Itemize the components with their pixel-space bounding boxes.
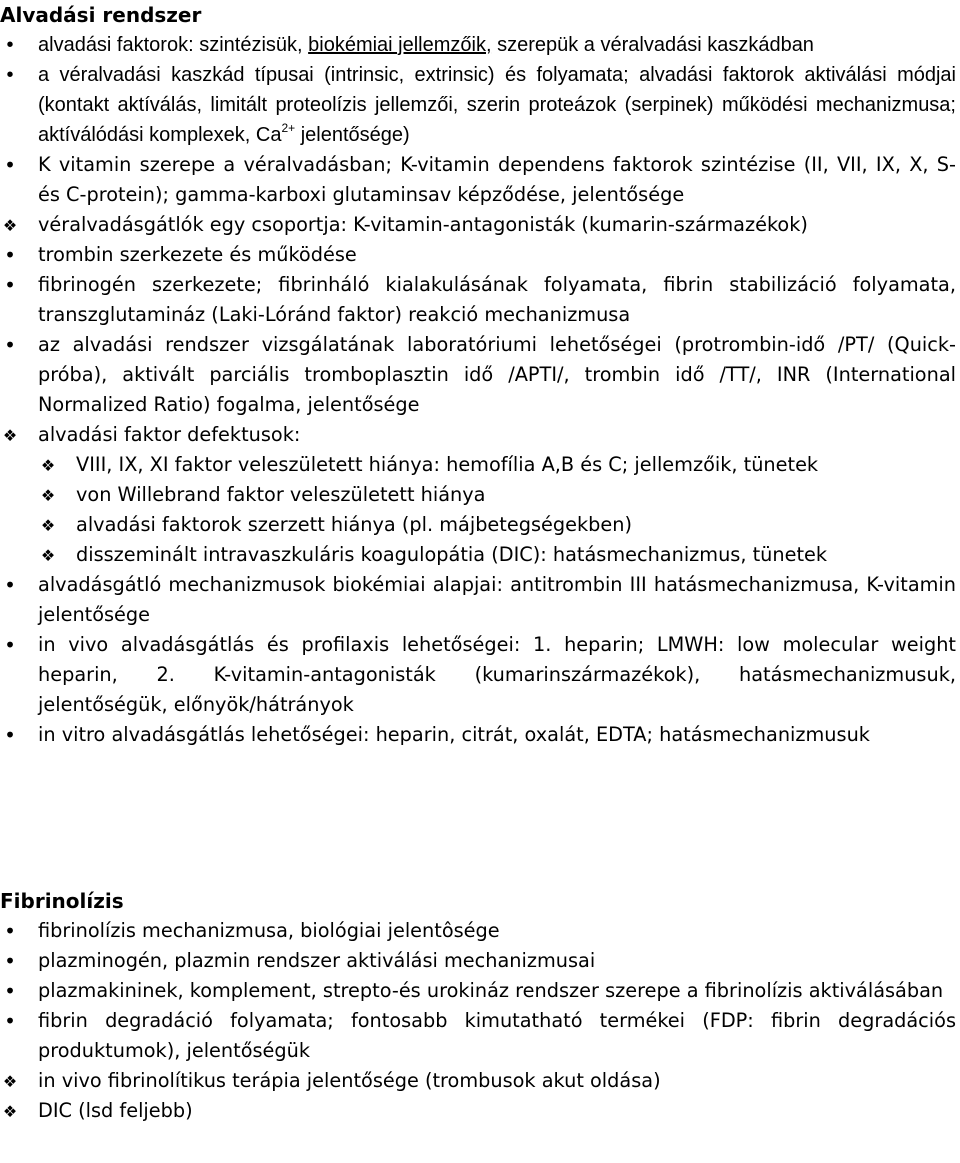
bullet-icon — [0, 1006, 20, 1037]
item-text-part: alvadási faktorok: szintézisük, — [38, 34, 309, 56]
diamond-bullet-icon — [0, 210, 20, 241]
list-item — [0, 1066, 956, 1096]
bullet-icon — [0, 270, 20, 301]
bullet-icon — [0, 976, 20, 1007]
bullet-icon — [0, 570, 20, 601]
diamond-bullet-icon — [0, 1066, 20, 1097]
item-text-part: jelentősége) — [295, 124, 410, 146]
fibrinolysis-topic-list — [0, 916, 956, 1126]
list-item — [0, 60, 956, 150]
diamond-bullet-icon — [0, 420, 20, 451]
sub-list-item — [0, 540, 956, 570]
bullet-icon — [0, 946, 20, 977]
item-text: K vitamin szerepe a véralvadásban; K-vitamin dependens faktorok szintézise (II, VII, IX, X, S- és C-protein); gamma-karboxi glutaminsav képződése, jelentősége — [38, 153, 956, 206]
list-item — [0, 150, 956, 210]
bullet-icon — [0, 30, 20, 60]
item-text: plazminogén, plazmin rendszer aktiválási mechanizmusai — [38, 949, 596, 972]
sub-list-item — [0, 510, 956, 540]
sub-list-item — [0, 480, 956, 510]
list-item — [0, 240, 956, 270]
item-text-part: a véralvadási kaszkád típusai (intrinsic, extrinsic) és folyamata; alvadási faktorok aktiválási módjai (kontakt aktíválás, limitált proteolízis jellemzői, szerin proteázok (serpinek) működési mechanizmusa; aktíválódási komplexek, Ca — [38, 64, 956, 146]
section-title-clotting: Alvadási rendszer — [0, 3, 202, 27]
item-text: alvadási faktorok szerzett hiánya (pl. májbetegségekben) — [76, 513, 632, 536]
list-item — [0, 720, 956, 750]
diamond-bullet-icon — [38, 450, 58, 481]
list-item — [0, 1096, 956, 1126]
item-text: fibrin degradáció folyamata; fontosabb kimutatható termékei (FDP: fibrin degradációs produktumok), jelentőségük — [38, 1009, 956, 1062]
item-text-part: szerepük a véralvadási kaszkádban — [491, 34, 814, 56]
list-item — [0, 570, 956, 630]
diamond-bullet-icon — [38, 480, 58, 511]
list-item — [0, 30, 956, 60]
item-text: fibrinogén szerkezete; fibrinháló kialakulásának folyamata, fibrin stabilizáció folyamata, transzglutamináz (Laki-Lóránd faktor) reakció mechanizmusa — [38, 273, 956, 326]
bullet-icon — [0, 630, 20, 661]
item-text: trombin szerkezete és működése — [38, 243, 357, 266]
list-item — [0, 976, 956, 1006]
item-text: az alvadási rendszer vizsgálatának laboratóriumi lehetőségei (protrombin-idő /PT/ (Quick-próba), aktivált parciális tromboplasztin idő /APTI/, trombin idő /TT/, INR (International Normalized Ratio) fogalma, jelentősége — [38, 333, 956, 416]
item-text: DIC (lsd feljebb) — [38, 1099, 193, 1122]
bullet-icon — [0, 330, 20, 361]
item-text: fibrinolízis mechanizmusa, biológiai jelentôsége — [38, 919, 500, 942]
bullet-icon — [0, 60, 20, 90]
list-item — [0, 1006, 956, 1066]
item-text: alvadási faktor defektusok: — [38, 423, 301, 446]
diamond-bullet-icon — [38, 540, 58, 571]
list-item — [0, 330, 956, 420]
item-text: véralvadásgátlók egy csoportja: K-vitamin-antagonisták (kumarin-származékok) — [38, 213, 808, 236]
item-text: plazmakininek, komplement, strepto-és urokináz rendszer szerepe a fibrinolízis aktiválásában — [38, 979, 944, 1002]
item-text: alvadásgátló mechanizmusok biokémiai alapjai: antitrombin III hatásmechanizmusa, K-vitamin jelentősége — [38, 573, 956, 626]
item-text: in vivo fibrinolítikus terápia jelentősége (trombusok akut oldása) — [38, 1069, 661, 1092]
clotting-topic-list — [0, 30, 956, 750]
sub-list-item — [0, 450, 956, 480]
item-text: in vivo alvadásgátlás és profilaxis lehetőségei: 1. heparin; LMWH: low molecular weight heparin, 2. K-vitamin-antagonisták (kumarinszármazékok), hatásmechanizmusuk, jelentőségük, előnyök/hátrányok — [38, 633, 956, 716]
list-item — [0, 946, 956, 976]
item-text: von Willebrand faktor veleszületett hiánya — [76, 483, 486, 506]
diamond-bullet-icon — [0, 1096, 20, 1127]
list-item — [0, 916, 956, 946]
item-text: VIII, IX, XI faktor veleszületett hiánya: hemofília A,B és C; jellemzőik, tünetek — [76, 453, 819, 476]
bullet-icon — [0, 916, 20, 947]
section-title-fibrinolysis: Fibrinolízis — [0, 889, 124, 913]
list-item — [0, 210, 956, 240]
bullet-icon — [0, 150, 20, 181]
superscript: 2+ — [281, 121, 296, 135]
list-item — [0, 630, 956, 720]
list-item — [0, 270, 956, 330]
underlined-text: biokémiai jellemzőik, — [308, 34, 492, 56]
bullet-icon — [0, 240, 20, 271]
list-item — [0, 420, 956, 450]
diamond-bullet-icon — [38, 510, 58, 541]
item-text: in vitro alvadásgátlás lehetőségei: heparin, citrát, oxalát, EDTA; hatásmechanizmusuk — [38, 723, 870, 746]
bullet-icon — [0, 720, 20, 751]
item-text: disszeminált intravaszkuláris koagulopátia (DIC): hatásmechanizmus, tünetek — [76, 543, 828, 566]
